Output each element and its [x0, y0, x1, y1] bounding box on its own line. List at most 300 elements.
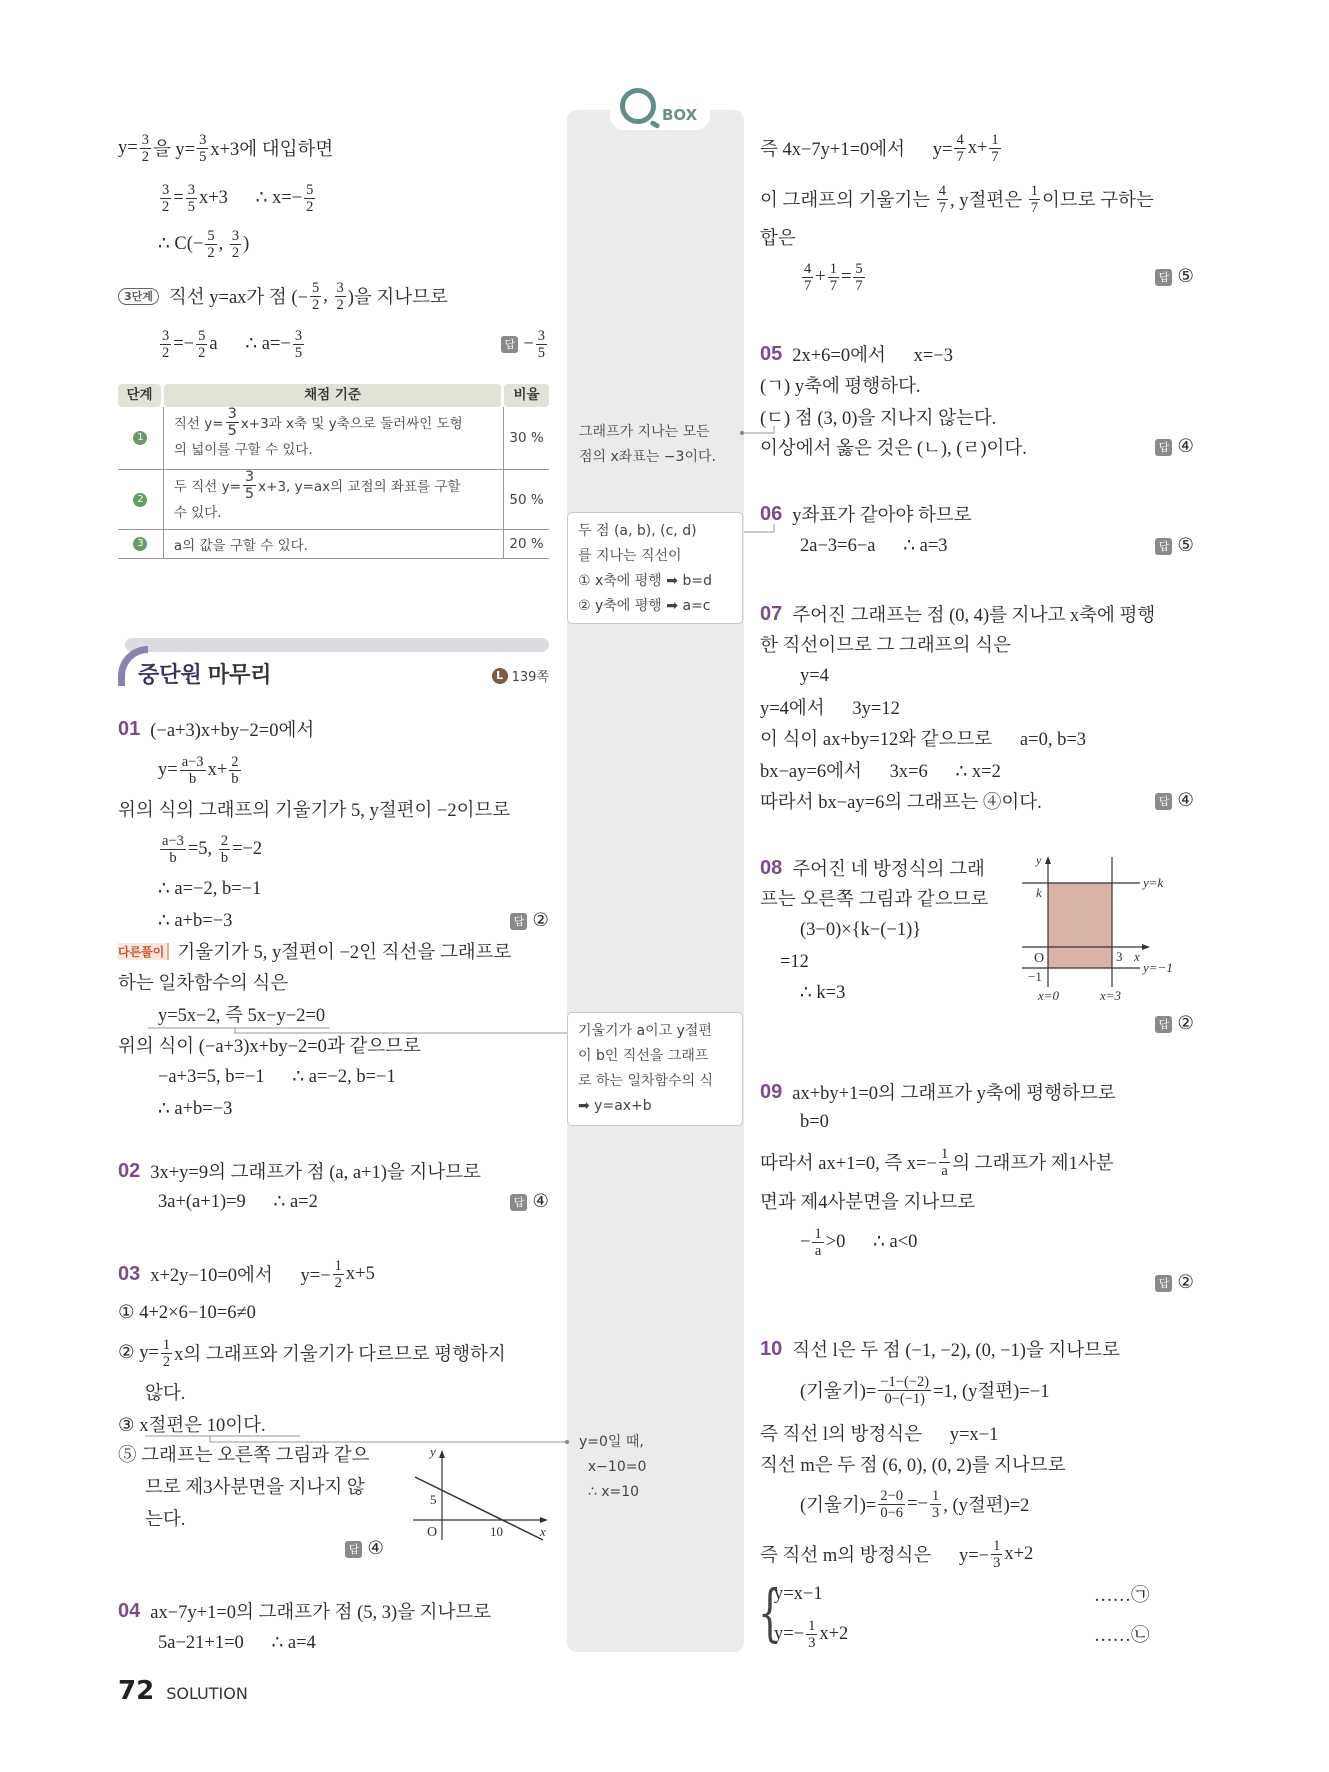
text-run: −	[523, 333, 534, 354]
text-run: , y절편은	[949, 191, 1027, 211]
text-run: =1, (y절편)=−1	[933, 1382, 1050, 1402]
answer-badge-icon: 답	[1155, 439, 1172, 456]
step-badge: 3단계	[118, 288, 159, 305]
text-run: ③ x절편은 10이다.	[118, 1416, 266, 1436]
text-run: ④	[1177, 437, 1194, 457]
text-run: −	[800, 1231, 811, 1252]
note-line: 이 b인 직선을 그래프	[578, 1048, 709, 1064]
fraction-numerator: 2	[231, 753, 239, 770]
table-header-step: 단계	[118, 384, 161, 407]
fraction	[806, 1618, 817, 1651]
fraction	[1029, 183, 1040, 216]
qbox-logo-text: BOX	[662, 106, 698, 124]
text-run: (3−0)×{k−(−1)}	[800, 919, 922, 940]
y-axis-arrow	[1045, 856, 1051, 864]
fraction-numerator: 3	[199, 131, 207, 148]
fraction	[930, 1488, 941, 1521]
fraction-numerator: 3	[227, 405, 237, 422]
text-run: (ㄱ) y축에 평행하다.	[760, 377, 921, 397]
text-run: y=	[118, 137, 138, 158]
fraction	[878, 1374, 931, 1407]
fraction-denominator: 3	[993, 1554, 1001, 1571]
fraction-denominator: 2	[336, 296, 344, 313]
fraction	[802, 261, 813, 294]
text-line	[760, 1538, 1194, 1570]
equation-marker: ……㉡	[1094, 1626, 1150, 1646]
text-run: ① 4+2×6−10=6≠0	[118, 1303, 256, 1323]
text-line	[118, 1502, 398, 1534]
table-header-criteria: 채점 기준	[164, 384, 501, 407]
fraction-numerator: 1	[814, 1225, 822, 1242]
text-run: x+2	[1004, 1543, 1034, 1564]
option-line	[118, 1438, 398, 1470]
problem-number: 03	[118, 1262, 141, 1285]
text-run: =	[173, 187, 184, 208]
graph-03	[400, 1440, 560, 1550]
criteria-line	[174, 531, 308, 557]
fraction-denominator: 0−(−1)	[884, 1390, 925, 1407]
section-title	[138, 658, 272, 689]
text-run: 즉 직선 l의 방정식은 y=x−1	[760, 1425, 999, 1445]
text-run: 기울기가 5, y절편이 −2인 직선을 그래프로	[177, 943, 512, 963]
answer-badge-icon: 답	[1155, 538, 1172, 555]
text-run: 따라서 bx−ay=6의 그래프는 ④이다.	[760, 793, 1042, 813]
fraction	[812, 1226, 823, 1259]
text-run: 이 식이 ax+by=12와 같으므로 a=0, b=3	[760, 730, 1086, 750]
ratio-cell: 20 %	[509, 536, 544, 552]
text-run: 직선 y=ax가 점 (−	[168, 288, 309, 308]
text-run: 3a+(a+1)=9 ∴ a=2	[158, 1192, 318, 1212]
text-run: 주어진 그래프는 점 (0, 4)를 지나고 x축에 평행	[792, 606, 1156, 626]
fraction-denominator: b	[231, 770, 239, 787]
answer-badge-icon: 답	[1155, 269, 1172, 286]
fraction-denominator: 5	[199, 148, 207, 165]
text-run: 위의 식의 그래프의 기울기가 5, y절편이 −2이므로	[118, 801, 511, 821]
fraction-denominator: 3	[808, 1634, 816, 1651]
text-line	[118, 132, 549, 164]
text-run: x+3 ∴ x=−	[198, 188, 303, 208]
y-axis-arrow	[439, 1450, 445, 1458]
fraction	[197, 132, 208, 165]
section-title-sub: 마무리	[207, 663, 272, 688]
section-title-main: 중단원	[138, 663, 202, 688]
text-line	[118, 966, 549, 998]
fraction-numerator: 3	[162, 327, 170, 344]
text-run: y좌표가 같아야 하므로	[792, 506, 972, 526]
page-footer	[118, 1676, 248, 1706]
tick-label-5: 5	[430, 1492, 437, 1507]
tick-label-minus-1: −1	[1028, 969, 1042, 984]
problem-09	[760, 1076, 1194, 1108]
text-run: 3x+y=9의 그래프가 점 (a, a+1)을 지나므로	[150, 1163, 481, 1183]
fraction	[243, 469, 256, 502]
text-line	[760, 1106, 1194, 1138]
fraction-denominator: 5	[244, 485, 255, 502]
option-line	[118, 1337, 549, 1369]
text-run: ② y=	[118, 1343, 159, 1363]
text-run: ④	[532, 1192, 549, 1212]
text-line	[760, 754, 1194, 786]
lesson-icon: L	[492, 668, 508, 684]
fraction	[954, 132, 965, 165]
fraction-numerator: 2−0	[880, 1487, 904, 1504]
text-run: =−	[907, 1493, 928, 1514]
text-run: ④	[367, 1539, 384, 1559]
ratio-cell: 50 %	[509, 491, 544, 508]
text-line	[760, 1226, 1194, 1258]
fraction-numerator: 1	[993, 1537, 1001, 1554]
fraction-numerator: 5	[855, 260, 863, 277]
note-line: ∴ x=10	[579, 1484, 640, 1500]
table-row	[118, 530, 549, 559]
fraction-denominator: 5	[187, 198, 195, 215]
note-line: 로 하는 일차함수의 식	[578, 1073, 714, 1089]
fraction	[853, 261, 864, 294]
fraction	[186, 182, 197, 215]
text-run: (기울기)=	[800, 1496, 877, 1516]
origin-label: O	[1034, 951, 1045, 966]
fraction	[205, 228, 216, 261]
scoring-table	[118, 384, 549, 559]
text-run: 므로 제3사분면을 지나지 않	[145, 1478, 365, 1498]
alt-solution-line	[118, 935, 549, 967]
text-line	[760, 221, 1194, 253]
fraction-denominator: 2	[207, 244, 215, 261]
text-run: 면과 제4사분면을 지나므로	[760, 1193, 976, 1213]
problem-number: 09	[760, 1080, 783, 1103]
fraction-numerator: a−3	[181, 753, 204, 770]
text-line	[760, 183, 1194, 215]
answer	[1155, 1272, 1194, 1294]
problem-02	[118, 1155, 549, 1187]
text-run: x+3, y=ax의 교점의 좌표를 구할	[258, 479, 461, 495]
fraction-numerator: 1	[940, 1145, 949, 1162]
text-line	[118, 1376, 549, 1408]
criteria-line	[174, 498, 493, 524]
text-run: (−a+3)x+by−2=0에서	[150, 721, 315, 741]
fraction	[989, 132, 1000, 165]
text-line	[118, 833, 549, 865]
text-line	[760, 1374, 1194, 1406]
text-line	[760, 1146, 1194, 1178]
text-run: 는다.	[145, 1510, 186, 1530]
fraction	[196, 328, 207, 361]
text-run: x+2y−10=0에서 y=−	[150, 1266, 331, 1286]
label-x-equals-0: x=0	[1038, 988, 1060, 1003]
text-run: y=x−1	[774, 1583, 823, 1604]
fraction	[160, 833, 186, 866]
problem-number: 01	[118, 717, 141, 740]
fraction-denominator: 7	[804, 277, 812, 294]
fraction-denominator: 7	[1030, 199, 1038, 216]
text-run: 이 그래프의 기울기는	[760, 191, 935, 211]
system-equation-1	[760, 1578, 1194, 1610]
table-header-ratio: 비율	[504, 384, 549, 407]
text-run: ax+by+1=0의 그래프가 y축에 평행하므로	[792, 1084, 1116, 1104]
fraction	[161, 1337, 172, 1370]
option-line	[118, 1408, 549, 1440]
note-line: 두 점 (a, b), (c, d)	[578, 523, 697, 539]
text-run: x+3에 대입하면	[210, 140, 334, 160]
text-run: 의 그래프가 제1사분	[952, 1154, 1114, 1174]
text-line	[760, 369, 1194, 401]
axis-label-y: y	[430, 1444, 436, 1459]
text-run: 이상에서 옳은 것은 (ㄴ), (ㄹ)이다.	[760, 439, 1027, 459]
answer-badge-icon: 답	[501, 336, 518, 353]
fraction-numerator: 3	[244, 468, 255, 485]
text-run: )	[243, 233, 250, 254]
page-reference-text: 139쪽	[511, 670, 549, 685]
fraction-denominator: 2	[231, 244, 240, 261]
fraction-denominator: 7	[938, 199, 946, 216]
fraction-denominator: 7	[991, 148, 999, 165]
fraction	[937, 183, 948, 216]
fraction-numerator: 1	[829, 260, 837, 277]
text-run: a의 값을 구할 수 있다.	[173, 538, 308, 554]
text-line	[118, 182, 549, 214]
text-run: y=4에서 3y=12	[760, 699, 900, 719]
text-run: 프는 오른쪽 그림과 같으므로	[760, 890, 989, 910]
text-run: ∴ a=−2, b=−1	[158, 879, 262, 899]
text-line	[760, 1417, 1194, 1449]
problem-number: 10	[760, 1337, 783, 1360]
note-line: y=0일 때,	[579, 1434, 644, 1450]
fraction	[230, 228, 241, 261]
text-line	[760, 691, 1194, 723]
problem-number: 02	[118, 1159, 141, 1182]
footer-label: SOLUTION	[166, 1684, 248, 1703]
fraction-denominator: b	[220, 849, 229, 866]
text-run: ∴ C(−	[158, 234, 204, 254]
fraction-denominator: 0−6	[880, 1504, 904, 1521]
qbox-note-4	[579, 1430, 646, 1505]
text-line	[118, 998, 549, 1030]
answer	[1155, 266, 1194, 288]
text-run: ⑤ 그래프는 오른쪽 그림과 같으	[118, 1446, 370, 1466]
text-run: x+2	[819, 1623, 849, 1644]
fraction	[991, 1538, 1002, 1571]
axis-label-y: y	[1036, 853, 1042, 867]
text-run: =5,	[187, 838, 217, 859]
fraction-denominator: 2	[312, 296, 320, 313]
answer	[1155, 436, 1194, 458]
text-run: 2a−3=6−a ∴ a=3	[800, 536, 948, 556]
text-line	[118, 328, 549, 360]
step-3-line	[118, 280, 549, 312]
criteria-line	[173, 405, 493, 439]
fraction-denominator: 7	[855, 277, 863, 294]
fraction-numerator: 1	[334, 1257, 342, 1274]
answer-badge-icon: 답	[510, 913, 527, 930]
text-line	[760, 946, 1000, 978]
text-run: ⑤	[1177, 536, 1194, 556]
fraction	[878, 1488, 905, 1521]
origin-label: O	[427, 1525, 438, 1540]
text-run: x+5	[345, 1263, 375, 1284]
fraction-numerator: 3	[231, 227, 240, 244]
fraction-numerator: 3	[141, 131, 149, 148]
answer-badge-icon: 답	[1155, 1275, 1172, 1292]
text-run: ∴ k=3	[800, 983, 846, 1003]
fraction-denominator: a	[941, 1162, 948, 1179]
fraction-denominator: 2	[162, 344, 170, 361]
problem-03	[118, 1258, 549, 1290]
text-run: −a+3=5, b=−1 ∴ a=−2, b=−1	[158, 1067, 396, 1087]
text-line	[760, 431, 1194, 463]
text-run: 즉 직선 m의 방정식은 y=−	[760, 1546, 990, 1566]
text-line	[118, 793, 549, 825]
fraction-denominator: b	[169, 849, 177, 866]
fraction-denominator: 5	[294, 344, 303, 361]
fraction-numerator: 4	[804, 260, 812, 277]
fraction-numerator: 1	[991, 131, 999, 148]
page-reference	[492, 666, 549, 685]
fraction-denominator: 3	[931, 1504, 940, 1521]
fraction	[140, 132, 151, 165]
text-run: 두 직선 y=	[173, 479, 241, 495]
ratio-cell: 30 %	[509, 430, 544, 446]
fraction	[333, 1258, 344, 1291]
problem-05	[760, 338, 1194, 370]
text-line	[118, 1186, 549, 1218]
shaded-rectangle	[1048, 883, 1112, 968]
qbox-note-3	[567, 1012, 743, 1126]
fraction-numerator: 5	[306, 181, 314, 198]
text-run: , (y절편)=2	[943, 1496, 1030, 1516]
text-line	[760, 785, 1194, 817]
label-x-equals-3: x=3	[1100, 988, 1122, 1003]
text-run: ,	[323, 285, 333, 306]
problem-number: 07	[760, 602, 783, 625]
text-line	[760, 660, 1194, 692]
text-run: 하는 일차함수의 식은	[118, 974, 289, 994]
text-run: ②	[1177, 1014, 1194, 1034]
problem-number: 05	[760, 342, 783, 365]
problem-01	[118, 713, 549, 745]
answer	[501, 328, 549, 361]
fraction-numerator: 3	[294, 327, 303, 344]
fraction	[335, 280, 346, 313]
table-row	[118, 407, 549, 470]
text-run: y=	[158, 759, 178, 780]
fraction	[160, 182, 171, 215]
answer	[510, 910, 549, 932]
problem-07	[760, 598, 1194, 630]
text-run: 한 직선이므로 그 그래프의 식은	[760, 636, 1011, 656]
qbox-logo	[620, 88, 697, 124]
fraction-numerator: 4	[938, 182, 946, 199]
text-run: b=0	[800, 1111, 829, 1132]
answer-badge-icon: 답	[345, 1541, 362, 1558]
text-line	[760, 628, 1194, 660]
text-run: 직선 y=	[173, 416, 224, 432]
fraction-numerator: 3	[336, 279, 344, 296]
x-axis-arrow	[1142, 944, 1150, 950]
system-brace-icon: {	[758, 1576, 782, 1649]
text-line	[760, 1185, 1194, 1217]
text-run: x+	[967, 137, 988, 158]
text-line	[760, 530, 1194, 562]
text-line	[760, 132, 1194, 164]
text-line	[118, 228, 549, 260]
text-line	[118, 1470, 398, 1502]
problem-08	[760, 852, 1000, 884]
note-line: ① x축에 평행 ➡ b=d	[578, 573, 712, 589]
text-run: ⑤	[1177, 267, 1194, 287]
fraction-numerator: 1	[931, 1487, 940, 1504]
text-line	[118, 905, 549, 937]
label-y-equals-k: y=k	[1143, 875, 1164, 890]
fraction-denominator: 7	[829, 277, 837, 294]
text-run: 수 있다.	[173, 505, 222, 521]
text-line	[118, 1029, 549, 1061]
text-line	[118, 1061, 549, 1093]
system-equation-2	[760, 1618, 1194, 1650]
qbox-panel	[567, 110, 744, 1652]
text-run: 직선 m은 두 점 (6, 0), (0, 2)를 지나므로	[760, 1456, 1066, 1476]
text-run: ②	[1177, 1273, 1194, 1293]
note-line: ➡ y=ax+b	[578, 1098, 652, 1114]
fraction	[536, 328, 547, 361]
fraction	[226, 406, 239, 439]
text-run: =−2	[232, 838, 263, 859]
fraction	[939, 1146, 950, 1179]
text-run: 을 y=	[152, 140, 196, 160]
text-line	[118, 1093, 549, 1125]
criteria-line	[174, 435, 493, 461]
fraction-numerator: 3	[187, 181, 195, 198]
text-run: 5a−21+1=0 ∴ a=4	[158, 1633, 316, 1653]
text-run: ∴ a+b=−3	[158, 911, 233, 931]
answer-badge-icon: 답	[510, 1194, 527, 1211]
problem-number: 08	[760, 856, 783, 879]
text-run: y=4	[800, 665, 829, 686]
fraction-denominator: 2	[141, 148, 149, 165]
text-line	[760, 722, 1194, 754]
text-line	[760, 261, 1194, 293]
fraction-numerator: a−3	[162, 832, 184, 849]
fraction-denominator: 5	[227, 422, 237, 439]
fraction-numerator: 1	[1030, 182, 1038, 199]
text-run: 2x+6=0에서 x=−3	[792, 346, 953, 366]
fraction-numerator: 5	[198, 327, 206, 344]
fraction-numerator: 1	[808, 1617, 816, 1634]
answer-line	[760, 1008, 1194, 1040]
option-line	[118, 1297, 549, 1329]
text-run: 합은	[760, 229, 796, 249]
fraction	[180, 754, 206, 787]
tick-label-k: k	[1036, 885, 1042, 900]
fraction-numerator: 2	[220, 832, 229, 849]
text-run: ④	[1177, 791, 1194, 811]
fraction	[219, 833, 230, 866]
text-run: +	[815, 266, 826, 287]
problem-06	[760, 498, 1194, 530]
text-run: =12	[780, 951, 809, 972]
fraction-numerator: 3	[162, 181, 170, 198]
alt-solution-badge: 다른풀이	[118, 943, 169, 960]
text-run: )을 지나므로	[347, 288, 448, 308]
fraction	[304, 182, 315, 215]
text-run: >0 ∴ a<0	[825, 1232, 918, 1252]
fraction-numerator: 1	[162, 1336, 171, 1353]
text-run: bx−ay=6에서 3x=6 ∴ x=2	[760, 762, 1001, 782]
text-run: ②	[532, 911, 549, 931]
equation-marker: ……㉠	[1094, 1586, 1150, 1606]
fraction-denominator: 5	[537, 344, 545, 361]
answer-badge-icon: 답	[1155, 1016, 1172, 1033]
fraction-numerator: −1−(−2)	[880, 1373, 930, 1390]
